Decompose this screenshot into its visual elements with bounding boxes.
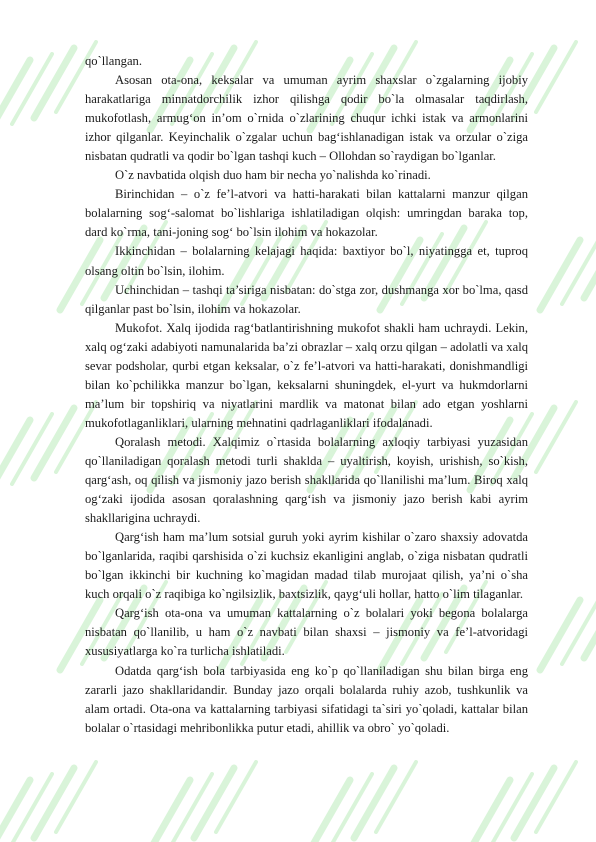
- watermark-stroke: [34, 768, 74, 838]
- watermark-stroke: [0, 420, 30, 490]
- paragraph-9: Qarg‘ish ham ma’lum sotsial guruh yoki ayrim kishilar o`zaro shaxsiy adovatda bo`lganlarida, raqibi qarshisida o`zi kuchsiz ekanligini anglab, o`ziga nisbatan qudratli bo`lgan ikkinchi bir kuchning ko`magidan madad tilab murojaat qilish, ya’ni o`sha kuch orqali o`z raqibiga ko`ngilsizlik, baxtsizlik, qayg‘uli hollar, hatto o`lim tilaganlar.: [85, 530, 528, 602]
- watermark-stroke: [0, 780, 30, 842]
- watermark-stroke: [0, 60, 30, 130]
- watermark-stroke: [562, 234, 596, 304]
- watermark-stroke: [584, 588, 596, 658]
- paragraph-1: qo`llangan.: [85, 54, 143, 68]
- watermark-stroke: [12, 54, 52, 124]
- watermark-stroke: [216, 762, 256, 832]
- watermark-stroke: [34, 408, 74, 478]
- watermark-stroke: [584, 228, 596, 298]
- document-page: [85, 52, 528, 738]
- watermark-stroke: [310, 780, 350, 842]
- paragraph-11: Odatda qarg‘ish bola tarbiyasida eng ko`p qo`llaniladigan shu bilan birga eng zararli jazo shakllaridandir. Bunday jazo orqali bolalarda ruhiy azob, tushkunlik va alam ortadi. Ota-ona va kattalarning tarbiyasi sifatidagi ta`siri yo`qoladi, kattalar bilan bolalar o`rtasidagi mehribonlikka putur etadi, ahillik va obro` yo`qoladi.: [85, 663, 528, 735]
- paragraph-2: Asosan ota-ona, keksalar va umuman ayrim shaxslar o`zgalarning ijobiy harakatlariga minnatdorchilik izhor qilishga qodir bo`la olmasalar taqdirlash, mukofotlash, armug‘on in’om o`rnida o`zlarining chuqur ichki istak va armonlarini izhor qilganlar. Keyinchalik o`zgalar uchun bag‘ishlanadigan istak va orzular o`ziga nisbatan qudratli va qodir bo`lgan tashqi kuch – Ollohdan so`raydigan bo`lganlar.: [85, 73, 528, 164]
- watermark-stroke: [376, 762, 416, 832]
- watermark-stroke: [172, 774, 212, 842]
- watermark-stroke: [332, 774, 372, 842]
- paragraph-5: Ikkinchidan – bolalarning kelajagi haqida: baxtiyor bo`l, niyatingga et, tuproq olsang oltin bo`lsin, ilohim.: [85, 244, 528, 278]
- watermark-stroke: [34, 48, 74, 118]
- watermark-stroke: [12, 414, 52, 484]
- paragraph-3: O`z navbatida olqish duo ham bir necha yo`nalishda ko`rinadi.: [115, 168, 431, 183]
- watermark-stroke: [562, 594, 596, 664]
- paragraph-6: Uchinchidan – tashqi ta’siriga nisbatan: do`stga zor, dushmanga xor bo`lma, qasd qilganlar past bo`lsin, ilohim va hokazolar.: [85, 282, 528, 316]
- watermark-stroke: [536, 42, 576, 112]
- watermark-stroke: [514, 768, 554, 838]
- watermark-stroke: [354, 768, 394, 838]
- watermark-stroke: [492, 774, 532, 842]
- watermark-stroke: [540, 240, 580, 310]
- paragraph-8: Qoralash metodi. Xalqimiz o`rtasida bolalarning axloqiy tarbiyasi yuzasidan qo`llaniladigan qoralash metodi turli shaklda – uyaltirish, koyish, urishish, so`kish, qarg‘ash, oq qilish va jismoniy jazo berish shakllarida qo`llanilishi ma’lum. Biroq xalq og‘zaki ijodida asosan qoralashning qarg‘ish va jismoniy jazo berish kabi ayrim shakllarigina uchraydi.: [85, 434, 528, 526]
- watermark-stroke: [150, 780, 190, 842]
- paragraph-10: Qarg‘ish ota-ona va umuman kattalarning o`z bolalari yoki begona bolalarga nisbatan qo`llanilib, u ham o`z navbati bilan shaxsi – jismoniy va fe’l-atvoridagi xususiyatlarga ko`ra turlicha ishlatiladi.: [85, 606, 528, 659]
- watermark-stroke: [536, 762, 576, 832]
- watermark-stroke: [56, 762, 96, 832]
- paragraph-7: Mukofot. Xalq ijodida rag‘batlantirishning mukofot shakli ham uchraydi. Lekin, xalq og‘zaki adabiyoti namunalarida ba’zi obrazlar – xalq orzu qilgan – adolatli va xalq sevar podsholar, qurbi etgan keksalar, o`z fe’l-atvori va hatti-harakati, donishmandligi bilan ko`pchilikka manzur bo`lgan, keksalarni shuningdek, el-yurt va hukmdorlarni ma’lum bir topshiriq va niyatlarini mardlik va matonat bilan ado etgan yoshlarni mukofotlaganliklari, ularning mehnatini qadrlaganliklari ifodalanadi.: [85, 320, 528, 430]
- watermark-stroke: [540, 600, 580, 670]
- watermark-stroke: [194, 768, 234, 838]
- watermark-stroke: [536, 402, 576, 472]
- watermark-stroke: [12, 774, 52, 842]
- watermark-stroke: [470, 780, 510, 842]
- paragraph-4: Birinchidan – o`z fe’l-atvori va hatti-harakati bilan kattalarni manzur qilgan bolalarning sog‘-salomat bo`lishlariga ishlatiladigan olqish: umringdan baraka top, dard ko`rma, tani-joning sog‘ bo`lsin ilohim va hokazolar.: [85, 187, 528, 240]
